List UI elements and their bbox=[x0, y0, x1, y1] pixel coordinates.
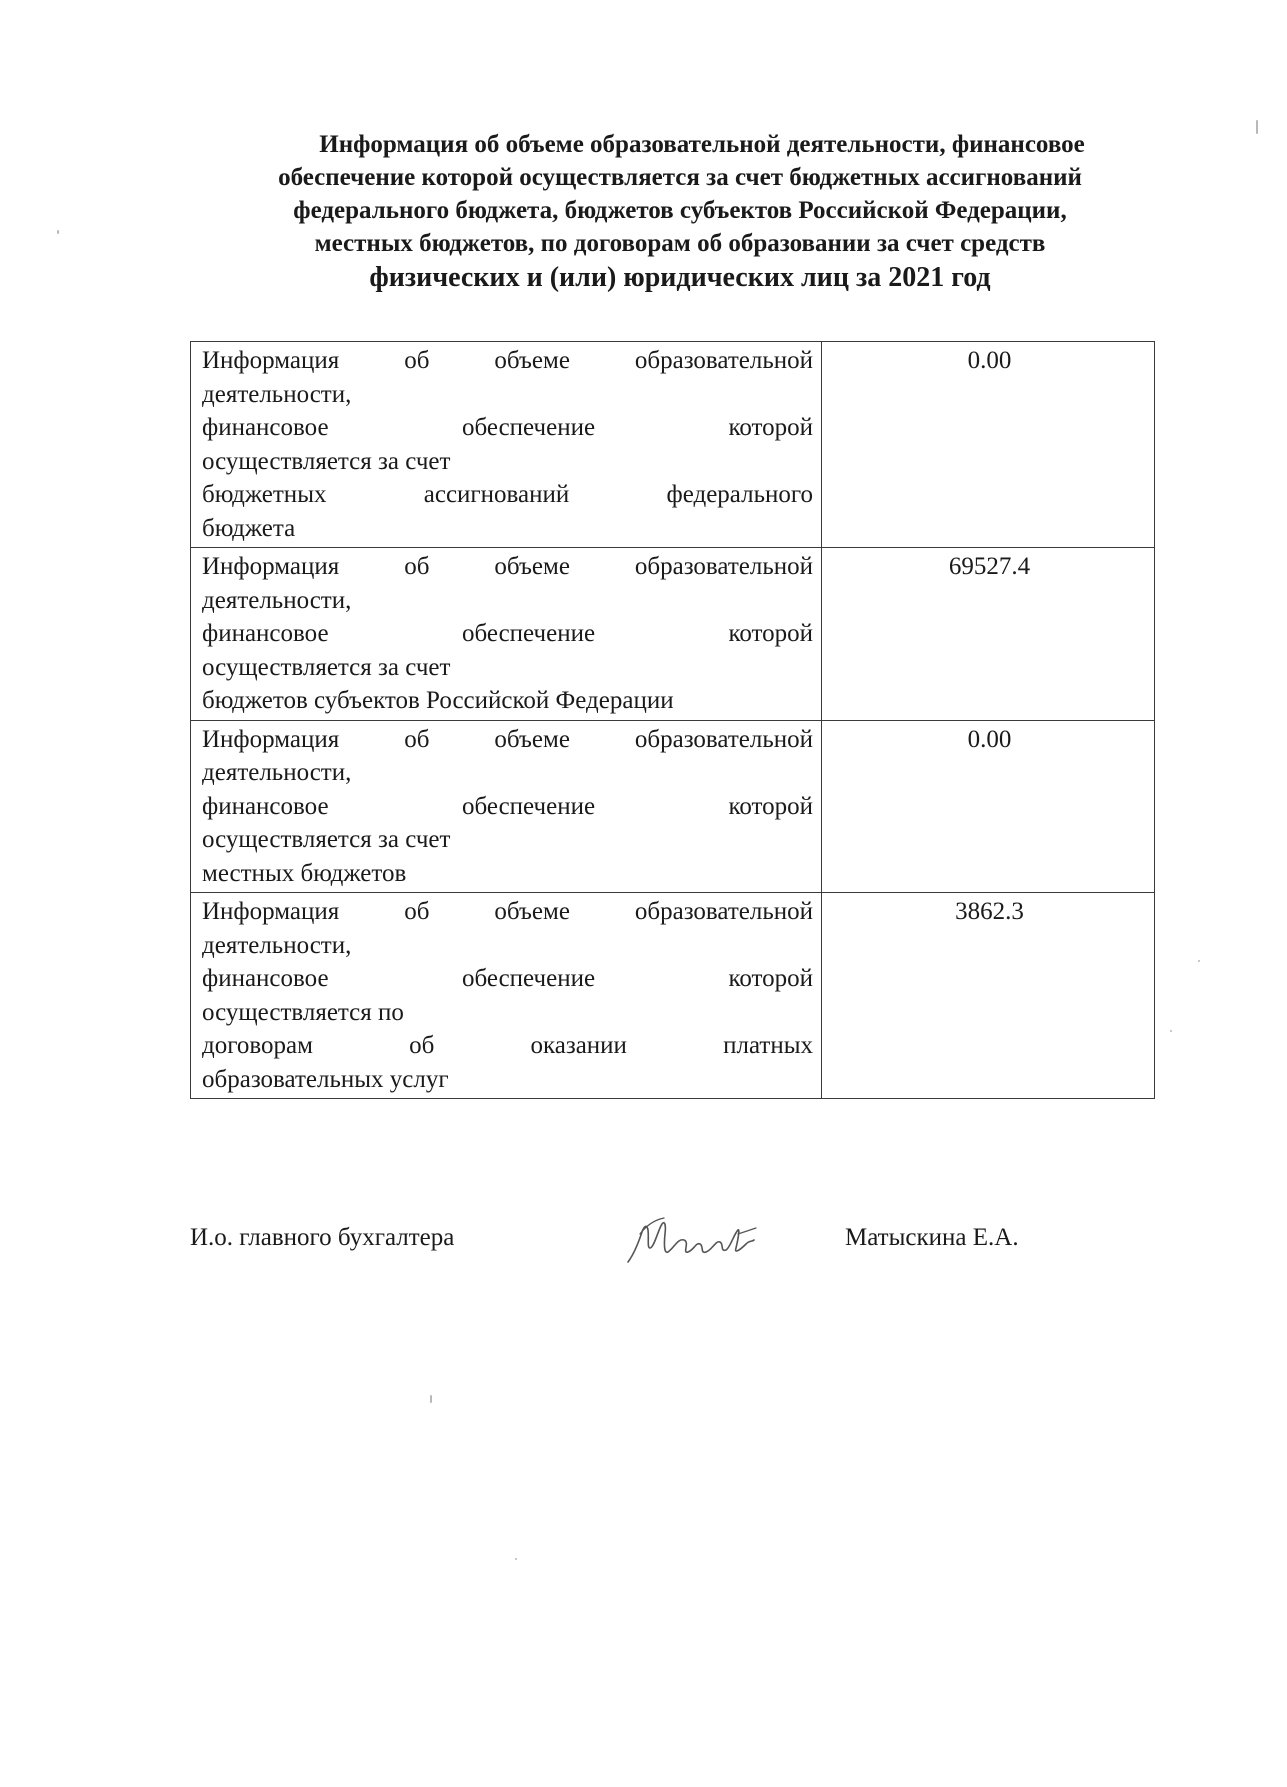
description-line: деятельности, bbox=[202, 759, 352, 786]
scan-speck bbox=[1256, 120, 1258, 134]
heading-line: обеспечение которой осуществляется за счет бюджетных ассигнований bbox=[278, 164, 1082, 191]
description-line: местных бюджетов bbox=[202, 859, 407, 887]
row-value: 69527.4 bbox=[822, 548, 1155, 721]
description-line: финансовое обеспечение которой bbox=[202, 620, 813, 647]
description-line: Информация об объеме образовательной bbox=[202, 725, 813, 753]
table-row bbox=[191, 342, 1155, 548]
table-row bbox=[191, 548, 1155, 721]
row-description bbox=[191, 720, 822, 893]
table-row bbox=[191, 893, 1155, 1099]
description-line: деятельности, bbox=[202, 380, 352, 408]
description-line: образовательных услуг bbox=[202, 1065, 449, 1093]
description-line: деятельности, bbox=[202, 586, 352, 614]
description-line: финансовое обеспечение которой bbox=[202, 965, 813, 992]
description-line: осуществляется за счет bbox=[202, 653, 451, 681]
signer-name: Матыскина Е.А. bbox=[845, 1224, 1019, 1251]
description-line: договорам об оказании платных bbox=[202, 1032, 813, 1059]
description-line: осуществляется по bbox=[202, 998, 404, 1026]
description-line: Информация об объеме образовательной bbox=[202, 553, 813, 580]
heading-line: Информация об объеме образовательной деятельности, финансовое bbox=[319, 131, 1085, 158]
row-description bbox=[191, 548, 822, 721]
heading-line: местных бюджетов, по договорам об образовании за счет средств bbox=[314, 230, 1046, 257]
heading-line: физических и (или) юридических лиц за 2021 год bbox=[369, 262, 991, 293]
heading-line: федерального бюджета, бюджетов субъектов Российской Федерации, bbox=[293, 197, 1067, 224]
description-line: деятельности, bbox=[202, 931, 352, 959]
description-line: осуществляется за счет bbox=[202, 447, 451, 475]
table-row bbox=[191, 720, 1155, 893]
description-line: Информация об объеме образовательной bbox=[202, 898, 813, 925]
description-line: осуществляется за счет bbox=[202, 826, 451, 853]
row-description bbox=[191, 342, 822, 548]
description-line: финансовое обеспечение которой bbox=[202, 792, 813, 820]
scan-speck bbox=[430, 1395, 432, 1403]
handwritten-signature bbox=[620, 1204, 800, 1274]
scan-speck bbox=[1170, 1030, 1172, 1032]
scan-speck bbox=[57, 230, 59, 234]
description-line: Информация об объеме образовательной bbox=[202, 347, 813, 374]
description-line: бюджетов субъектов Российской Федерации bbox=[202, 687, 674, 714]
row-description bbox=[191, 893, 822, 1099]
description-line: финансовое обеспечение которой bbox=[202, 414, 813, 441]
description-line: бюджета bbox=[202, 514, 296, 542]
row-value: 0.00 bbox=[822, 342, 1155, 548]
row-value: 3862.3 bbox=[822, 893, 1155, 1099]
scan-speck bbox=[515, 1558, 517, 1560]
document-heading bbox=[200, 128, 1160, 296]
row-value: 0.00 bbox=[822, 720, 1155, 893]
description-line: бюджетных ассигнований федерального bbox=[202, 481, 813, 508]
scan-speck bbox=[1198, 960, 1200, 962]
funding-table bbox=[190, 341, 1155, 1099]
signer-role: И.о. главного бухгалтера bbox=[190, 1224, 455, 1251]
